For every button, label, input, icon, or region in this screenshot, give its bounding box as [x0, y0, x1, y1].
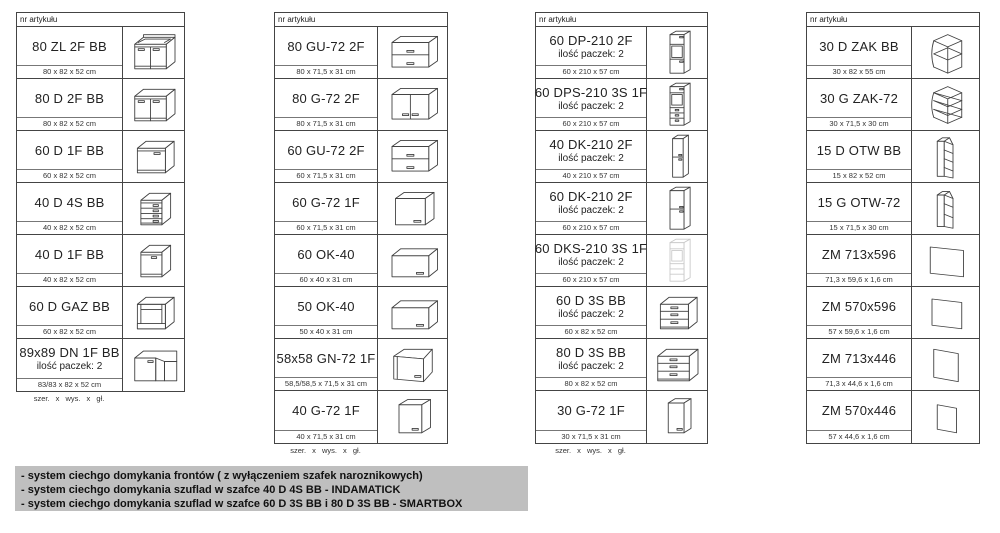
article-cell — [536, 235, 647, 286]
article-code: 30 G ZAK-72 — [819, 90, 899, 106]
article-label-area — [807, 235, 911, 273]
product-row — [536, 27, 707, 79]
article-cell — [17, 131, 123, 182]
product-row — [807, 27, 979, 79]
article-code: 60 DPS-210 3S 1F — [534, 84, 648, 100]
article-label-area — [807, 391, 911, 430]
article-label-area — [807, 79, 911, 117]
product-row — [275, 27, 447, 79]
product-row — [807, 235, 979, 287]
article-cell — [17, 183, 123, 234]
article-code: 40 G-72 1F — [292, 403, 360, 418]
wall-2door-icon — [385, 82, 441, 128]
wall-1door-60-icon — [385, 186, 441, 232]
note-line-indamatick: - system ciechgo domykania szuflad w szafce 40 D 4S BB - INDAMATICK — [21, 484, 401, 496]
open-shelf-4-icon — [918, 134, 974, 180]
article-cell — [275, 391, 378, 443]
dimensions: 60 x 210 x 57 cm — [536, 117, 646, 130]
product-row — [275, 391, 447, 443]
open-shelf-3-icon — [918, 186, 974, 232]
base-1door-40-icon — [126, 238, 182, 284]
article-label-area — [536, 131, 646, 169]
cabinet-illustration — [378, 287, 447, 338]
product-row — [536, 131, 707, 183]
package-count: ilość paczek: 2 — [558, 360, 624, 372]
product-row — [275, 339, 447, 391]
article-cell — [807, 79, 912, 130]
dimensions: 83/83 x 82 x 52 cm — [17, 378, 122, 391]
article-code: ZM 713x596 — [821, 246, 897, 262]
dimensions: 71,3 x 59,6 x 1,6 cm — [807, 273, 911, 286]
article-label-area — [536, 339, 646, 377]
cabinet-illustration — [912, 339, 979, 390]
tall-drawers-faint-icon — [649, 238, 705, 284]
dimensions: 40 x 82 x 52 cm — [17, 273, 122, 286]
article-label-area — [275, 235, 377, 273]
article-cell — [17, 27, 123, 78]
wall-flap-icon — [385, 290, 441, 336]
catalog-table-3 — [535, 12, 708, 444]
product-row — [17, 339, 184, 391]
article-cell — [536, 391, 647, 443]
article-cell — [536, 27, 647, 78]
dimensions: 80 x 71,5 x 31 cm — [275, 117, 377, 130]
cabinet-illustration — [378, 339, 447, 390]
tall-2door-60-icon — [649, 186, 705, 232]
product-row — [807, 131, 979, 183]
article-code: 80 G-72 2F — [292, 90, 360, 106]
cabinet-illustration — [912, 287, 979, 338]
tall-2door-40-icon — [649, 134, 705, 180]
base-3drawer-60-icon — [649, 290, 705, 336]
article-label-area — [17, 183, 122, 221]
article-code: 60 D GAZ BB — [29, 298, 110, 314]
corner-base-icon — [126, 342, 182, 388]
article-cell — [275, 183, 378, 234]
dimensions: 60 x 82 x 52 cm — [17, 169, 122, 182]
article-label-area — [807, 287, 911, 325]
article-cell — [17, 235, 123, 286]
article-cell — [275, 287, 378, 338]
panel-713x446-icon — [918, 342, 974, 388]
cabinet-illustration — [123, 183, 184, 234]
article-label-area — [17, 287, 122, 325]
cabinet-illustration — [647, 79, 707, 130]
dimensions: 40 x 71,5 x 31 cm — [275, 430, 377, 443]
article-cell — [275, 79, 378, 130]
cabinet-illustration — [378, 391, 447, 443]
dimensions: 58,5/58,5 x 71,5 x 31 cm — [275, 377, 377, 390]
cabinet-illustration — [123, 27, 184, 78]
product-row — [275, 131, 447, 183]
product-row — [536, 391, 707, 443]
dimensions: 60 x 210 x 57 cm — [536, 273, 646, 286]
sink-base-2door-icon — [126, 30, 182, 76]
cabinet-illustration — [647, 235, 707, 286]
article-cell — [536, 339, 647, 390]
article-cell — [17, 79, 123, 130]
article-label-area — [807, 131, 911, 169]
wall-1door-30-icon — [649, 394, 705, 440]
article-code: 60 G-72 1F — [292, 194, 360, 210]
article-label-area — [275, 131, 377, 169]
wall-2flap-icon — [385, 134, 441, 180]
article-code: 60 D 3S BB — [556, 292, 626, 308]
catalog-table-4 — [806, 12, 980, 444]
corner-wall-icon — [385, 342, 441, 388]
dimensions: 57 x 44,6 x 1,6 cm — [807, 430, 911, 443]
product-row — [536, 235, 707, 287]
article-label-area — [275, 183, 377, 221]
article-code: 60 DP-210 2F — [549, 32, 633, 48]
base-4drawer-icon — [126, 186, 182, 232]
oven-base-open-icon — [126, 290, 182, 336]
article-label-area — [17, 339, 122, 378]
cabinet-illustration — [378, 79, 447, 130]
product-row — [807, 183, 979, 235]
dimensions: 60 x 82 x 52 cm — [17, 325, 122, 338]
dimensions: 30 x 71,5 x 30 cm — [807, 117, 911, 130]
cabinet-illustration — [647, 131, 707, 182]
product-row — [275, 287, 447, 339]
table-header: nr artykułu — [536, 13, 707, 27]
cabinet-illustration — [378, 235, 447, 286]
table-header: nr artykułu — [807, 13, 979, 27]
wall-2flap-icon — [385, 30, 441, 76]
product-row — [17, 79, 184, 131]
dimensions: 80 x 71,5 x 31 cm — [275, 65, 377, 78]
article-cell — [275, 27, 378, 78]
product-row — [275, 235, 447, 287]
product-row — [807, 339, 979, 391]
table-header: nr artykułu — [17, 13, 184, 27]
cabinet-illustration — [912, 391, 979, 443]
panel-570x596-icon — [918, 290, 974, 336]
article-code: 60 DK-210 2F — [549, 188, 633, 204]
cabinet-illustration — [123, 287, 184, 338]
cabinet-illustration — [378, 131, 447, 182]
article-cell — [17, 287, 123, 338]
product-row — [17, 183, 184, 235]
article-cell — [807, 391, 912, 443]
cabinet-illustration — [647, 287, 707, 338]
article-cell — [807, 131, 912, 182]
tall-oven-icon — [649, 30, 705, 76]
closing-system-notes — [15, 466, 528, 511]
dimensions: 80 x 82 x 52 cm — [17, 65, 122, 78]
article-code: 40 D 1F BB — [34, 246, 105, 262]
dimensions: 60 x 71,5 x 31 cm — [275, 221, 377, 234]
article-code: 60 D 1F BB — [34, 142, 105, 158]
package-count: ilość paczek: 2 — [558, 308, 624, 320]
article-label-area — [275, 287, 377, 325]
product-row — [17, 287, 184, 339]
article-code: ZM 570x596 — [821, 298, 897, 314]
package-count: ilość paczek: 2 — [558, 152, 624, 164]
dimensions: 15 x 82 x 52 cm — [807, 169, 911, 182]
article-cell — [536, 79, 647, 130]
size-legend: szer. x wys. x gł. — [555, 446, 626, 455]
note-line-fronts: - system ciechgo domykania frontów ( z wyłączeniem szafek naroznikowych) — [21, 470, 423, 482]
article-cell — [807, 235, 912, 286]
package-count: ilość paczek: 2 — [558, 256, 624, 268]
dimensions: 57 x 59,6 x 1,6 cm — [807, 325, 911, 338]
cabinet-illustration — [647, 183, 707, 234]
article-cell — [275, 235, 378, 286]
article-code: 15 G OTW-72 — [817, 194, 901, 210]
wall-1door-40-icon — [385, 394, 441, 440]
cabinet-illustration — [378, 27, 447, 78]
size-legend: szer. x wys. x gł. — [33, 394, 105, 403]
article-cell — [536, 183, 647, 234]
article-cell — [807, 287, 912, 338]
product-row — [807, 391, 979, 443]
article-code: ZM 570x446 — [821, 403, 897, 418]
article-label-area — [275, 27, 377, 65]
article-cell — [807, 183, 912, 234]
dimensions: 30 x 82 x 55 cm — [807, 65, 911, 78]
product-row — [536, 183, 707, 235]
article-cell — [275, 339, 378, 390]
cabinet-illustration — [123, 79, 184, 130]
article-label-area — [807, 339, 911, 377]
article-code: 80 ZL 2F BB — [32, 38, 107, 54]
panel-570x446-icon — [918, 394, 974, 440]
article-code: 60 OK-40 — [297, 246, 355, 262]
article-label-area — [17, 235, 122, 273]
article-code: 80 D 3S BB — [556, 344, 626, 360]
article-cell — [807, 27, 912, 78]
base-2door-icon — [126, 82, 182, 128]
article-label-area — [275, 79, 377, 117]
cabinet-illustration — [123, 235, 184, 286]
article-cell — [275, 131, 378, 182]
dimensions: 60 x 82 x 52 cm — [536, 325, 646, 338]
cabinet-illustration — [647, 391, 707, 443]
corner-shelf-2-icon — [918, 30, 974, 76]
product-row — [17, 235, 184, 287]
article-code: 30 D ZAK BB — [819, 38, 899, 54]
cabinet-illustration — [912, 79, 979, 130]
article-label-area — [17, 27, 122, 65]
article-code: 15 D OTW BB — [816, 142, 902, 158]
article-code: 40 D 4S BB — [34, 194, 105, 210]
dimensions: 60 x 71,5 x 31 cm — [275, 169, 377, 182]
dimensions: 71,3 x 44,6 x 1,6 cm — [807, 377, 911, 390]
catalog-table-2 — [274, 12, 448, 444]
product-row — [536, 287, 707, 339]
article-cell — [536, 131, 647, 182]
article-code: 80 D 2F BB — [34, 90, 105, 106]
dimensions: 15 x 71,5 x 30 cm — [807, 221, 911, 234]
article-code: ZM 713x446 — [821, 350, 897, 366]
package-count: ilość paczek: 2 — [558, 48, 624, 60]
wall-flap-icon — [385, 238, 441, 284]
tall-oven-drawers-icon — [649, 82, 705, 128]
cabinet-illustration — [912, 183, 979, 234]
dimensions: 40 x 210 x 57 cm — [536, 169, 646, 182]
package-count: ilość paczek: 2 — [558, 100, 624, 112]
dimensions: 60 x 210 x 57 cm — [536, 221, 646, 234]
article-label-area — [17, 79, 122, 117]
article-code: 80 GU-72 2F — [287, 38, 365, 54]
article-code: 60 DKS-210 3S 1F — [534, 240, 648, 256]
base-3drawer-80-icon — [649, 342, 705, 388]
size-legend: szer. x wys. x gł. — [290, 446, 361, 455]
product-row — [807, 79, 979, 131]
package-count: ilość paczek: 2 — [36, 361, 103, 372]
article-label-area — [275, 391, 377, 430]
cabinet-illustration — [647, 27, 707, 78]
dimensions: 50 x 40 x 31 cm — [275, 325, 377, 338]
product-row — [807, 287, 979, 339]
note-line-smartbox: - system ciechgo domykania szuflad w szafce 60 D 3S BB i 80 D 3S BB - SMARTBOX — [21, 498, 463, 510]
cabinet-illustration — [912, 27, 979, 78]
product-row — [536, 79, 707, 131]
article-label-area — [17, 131, 122, 169]
article-label-area — [536, 27, 646, 65]
corner-shelf-3-icon — [918, 82, 974, 128]
product-row — [536, 339, 707, 391]
article-cell — [17, 339, 123, 391]
article-label-area — [536, 287, 646, 325]
article-code: 40 DK-210 2F — [549, 136, 633, 152]
article-code: 89x89 DN 1F BB — [19, 345, 120, 360]
article-cell — [536, 287, 647, 338]
dimensions: 30 x 71,5 x 31 cm — [536, 430, 646, 443]
base-1door-60-icon — [126, 134, 182, 180]
article-code: 30 G-72 1F — [557, 403, 625, 418]
product-row — [17, 131, 184, 183]
cabinet-illustration — [378, 183, 447, 234]
article-code: 58x58 GN-72 1F — [276, 350, 376, 366]
cabinet-illustration — [123, 131, 184, 182]
panel-713x596-icon — [918, 238, 974, 284]
article-code: 60 GU-72 2F — [287, 142, 365, 158]
product-row — [275, 183, 447, 235]
table-header: nr artykułu — [275, 13, 447, 27]
article-label-area — [275, 339, 377, 377]
dimensions: 80 x 82 x 52 cm — [17, 117, 122, 130]
dimensions: 60 x 210 x 57 cm — [536, 65, 646, 78]
article-label-area — [807, 27, 911, 65]
product-row — [17, 27, 184, 79]
article-label-area — [536, 183, 646, 221]
cabinet-illustration — [912, 131, 979, 182]
article-label-area — [536, 79, 646, 117]
dimensions: 60 x 40 x 31 cm — [275, 273, 377, 286]
article-label-area — [536, 235, 646, 273]
dimensions: 80 x 82 x 52 cm — [536, 377, 646, 390]
cabinet-illustration — [123, 339, 184, 391]
product-row — [275, 79, 447, 131]
article-label-area — [807, 183, 911, 221]
article-code: 50 OK-40 — [297, 298, 355, 314]
article-label-area — [536, 391, 646, 430]
cabinet-illustration — [912, 235, 979, 286]
catalog-table-1 — [16, 12, 185, 392]
package-count: ilość paczek: 2 — [558, 204, 624, 216]
article-cell — [807, 339, 912, 390]
cabinet-illustration — [647, 339, 707, 390]
dimensions: 40 x 82 x 52 cm — [17, 221, 122, 234]
